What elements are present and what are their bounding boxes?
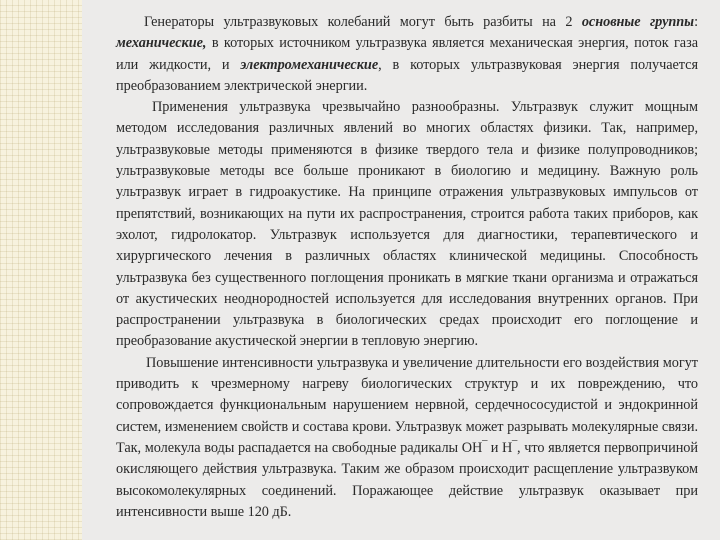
term-mechanical: механические, xyxy=(116,35,207,52)
term-main-groups: основные группы xyxy=(581,14,695,30)
paragraph-generators: Генераторы ультразвуковых колебаний могут быть разбиты на 2 основные группы: механические, в которых источником ультразвука является механическая энергия, поток газа или жидкости, и электромеханические, в которых ультразвуковая энергия получается преобразованием электрической энергии. xyxy=(116,14,698,94)
document-text xyxy=(116,12,698,523)
paragraph-intensity-effects: Повышение интенсивности ультразвука и увеличение длительности его воздействия могут приводить к чрезмерному нагреву биологических структур и их повреждению, что сопровождается функциональным нарушением нервной, сердечнососудистой и эндокринной систем, изменением свойств и состава крови. Ультразвук может разрывать молекулярные связи. Так, молекула воды распадается на свободные радикалы ОН‾ и Н‾, что является первопричиной окисляющего действия ультразвука. Таким же образом происходит расщепление ультразвуком высокомолекулярных соединений. Поражающее действие ультразвук оказывает при интенсивности выше 120 дБ. xyxy=(116,354,698,520)
term-electromechanical: электромеханические xyxy=(240,56,379,73)
paragraph-applications: Применения ультразвука чрезвычайно разнообразны. Ультразвук служит мощным методом исследования различных явлений во многих областях физики. Так, например, ультразвуковые методы применяются в физике твердого тела и физике полупроводников; ультразвуковые методы все больше проникают в биологию и медицину. Важную роль ультразвук играет в гидроакустике. На принципе отражения ультразвуковых импульсов от препятствий, возникающих на пути их распространения, строится работа таких приборов, как эхолот, гидролокатор. Ультразвук используется для диагностики, терапевтического и хирургического лечения в различных областях клинической медицины. Способность ультразвука без существенного поглощения проникать в мягкие ткани организма и отражаться от акустических неоднородностей используется для исследования внутренних органов. При распространении ультразвука в биологических средах происходит его поглощение и преобразование акустической энергии в тепловую энергию. xyxy=(116,99,698,350)
decorative-side-strip xyxy=(0,0,82,540)
document-page xyxy=(82,0,720,540)
